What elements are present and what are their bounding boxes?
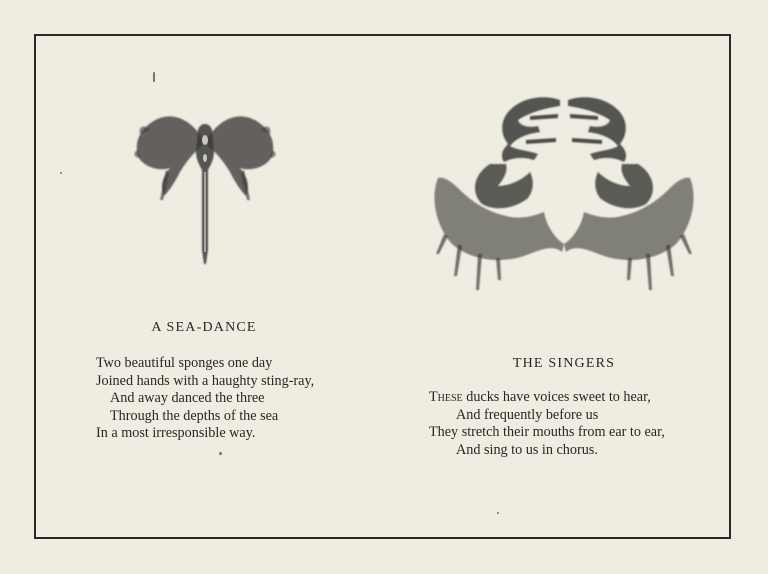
verse-line: And away danced the three [110, 390, 265, 406]
verse-line: And sing to us in chorus. [456, 441, 598, 458]
drop-word: These [429, 389, 463, 405]
verse-line: Through the depths of the sea [110, 407, 279, 424]
verse-line: Two beautiful sponges one day [96, 355, 273, 371]
paper-speck [60, 172, 62, 174]
paper-speck [153, 72, 155, 82]
paper-speck [219, 452, 222, 455]
verse-line: They stretch their mouths from ear to ear, [429, 424, 665, 440]
verse-line: Joined hands with a haughty sting-ray, [96, 372, 315, 389]
paper-speck [497, 512, 499, 514]
verse-line: And frequently before us [456, 406, 599, 423]
sea-dance-inkblot [130, 100, 280, 270]
verse-line: In a most irresponsible way. [96, 425, 256, 441]
singers-verse [429, 389, 665, 459]
sea-dance-title: A SEA-DANCE [151, 320, 257, 335]
singers-title: THE SINGERS [512, 356, 616, 371]
sea-dance-verse [96, 355, 314, 443]
verse-line: These ducks have voices sweet to hear, [429, 389, 651, 405]
singers-inkblot [430, 94, 698, 306]
